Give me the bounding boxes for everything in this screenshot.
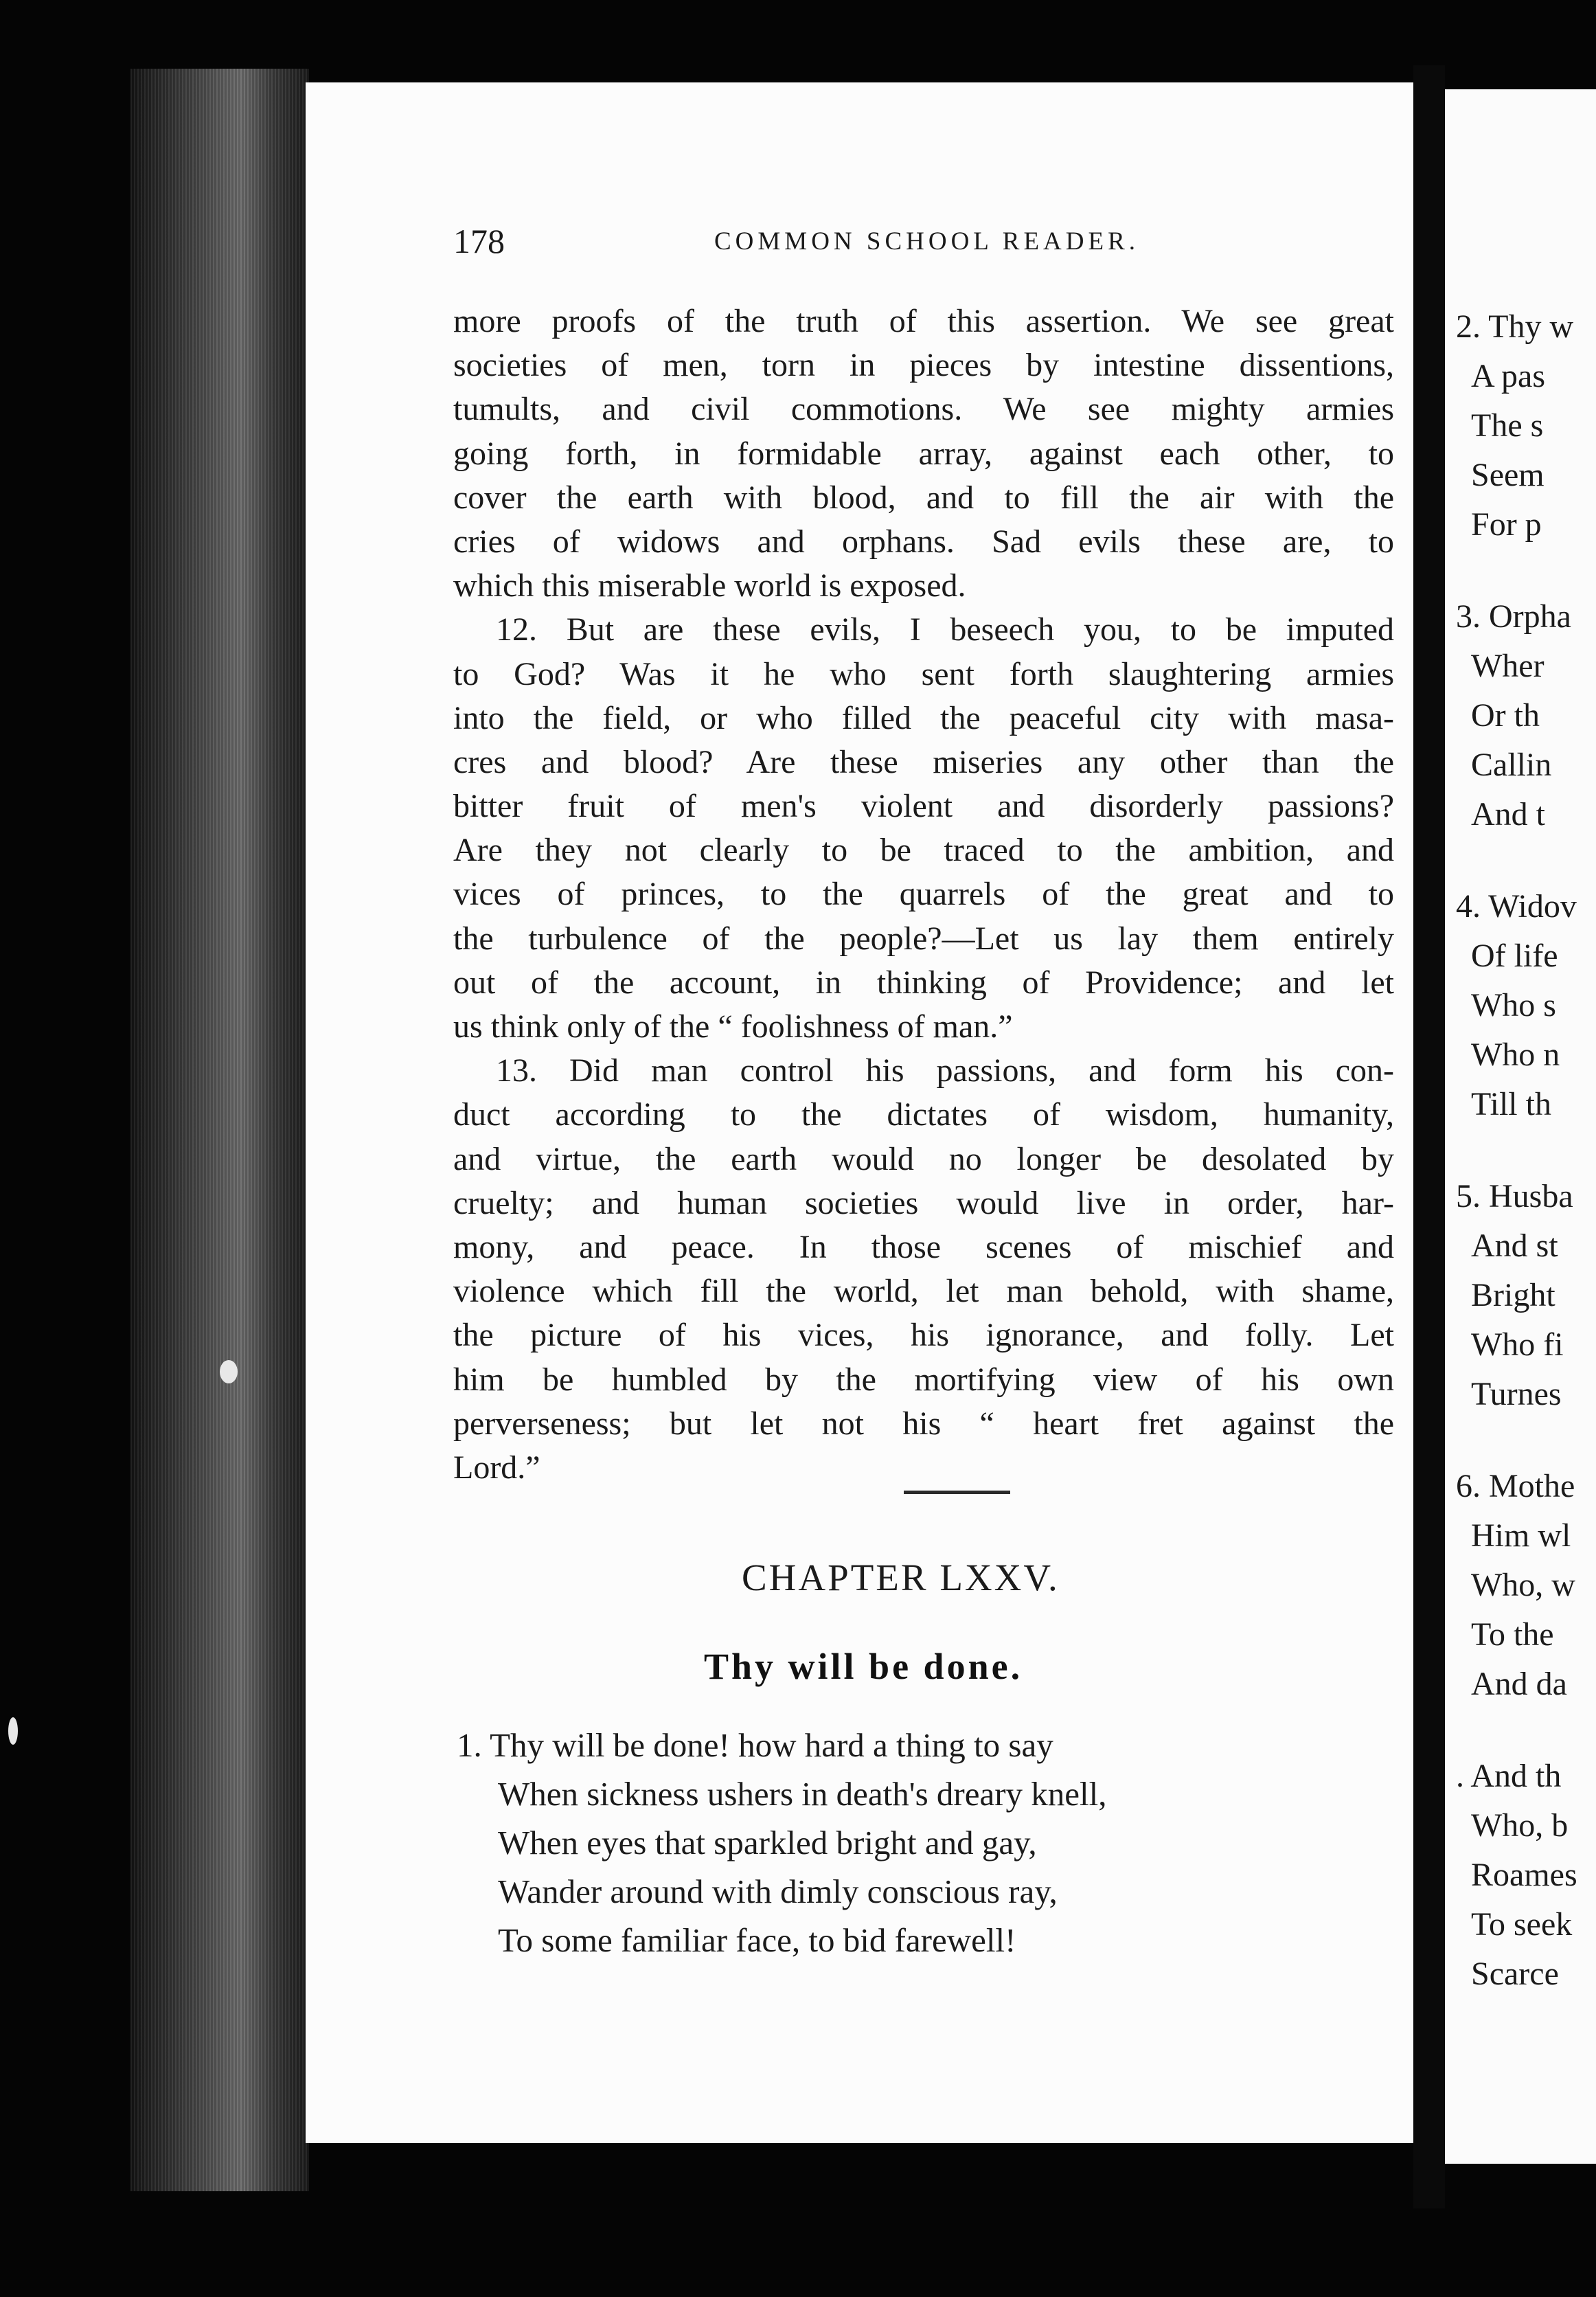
right-stanza	[1456, 302, 1596, 550]
fragment-line: The s	[1471, 407, 1544, 444]
text-line: cover the earth with blood, and to fill the air with the	[453, 479, 1394, 516]
fragment-line: And t	[1471, 796, 1545, 833]
text-line: violence which fill the world, let man behold, with shame,	[453, 1273, 1394, 1310]
scan-speck	[8, 1717, 18, 1745]
text-line: cres and blood? Are these miseries any other than the	[453, 743, 1394, 780]
text-line: going forth, in formidable array, against each other, to	[453, 435, 1394, 472]
fragment-line: To seek	[1471, 1906, 1573, 1943]
book-page-edges	[130, 69, 309, 2191]
fragment-line: Who s	[1471, 987, 1556, 1023]
fragment-line: And da	[1471, 1666, 1567, 1702]
right-stanza	[1456, 1752, 1596, 1999]
poem-line: When sickness ushers in death's dreary knell,	[498, 1775, 1107, 1813]
running-title: COMMON SCHOOL READER.	[714, 227, 1140, 256]
fragment-line: Callin	[1471, 747, 1552, 783]
text-line: Lord.”	[453, 1449, 540, 1486]
text-line: tumults, and civil commotions. We see mighty armies	[453, 391, 1394, 428]
fragment-line: And st	[1471, 1227, 1558, 1264]
text-line: the turbulence of the people?—Let us lay them entirely	[453, 920, 1394, 957]
book-gutter	[1413, 65, 1445, 2208]
fragment-line: 2. Thy w	[1456, 308, 1574, 345]
text-line: cries of widows and orphans. Sad evils these are, to	[453, 523, 1394, 560]
text-line: and virtue, the earth would no longer be desolated by	[453, 1140, 1394, 1177]
fragment-line: Of life	[1471, 938, 1558, 974]
section-title: Thy will be done.	[704, 1646, 1023, 1687]
poem-stanza	[457, 1721, 1107, 1965]
fragment-line: To the	[1471, 1616, 1554, 1653]
section-divider	[904, 1491, 1010, 1494]
text-line: more proofs of the truth of this assertion. We see great	[453, 303, 1394, 339]
right-stanza	[1456, 882, 1596, 1129]
scan-speck	[220, 1360, 238, 1383]
fragment-line: . And th	[1456, 1758, 1562, 1794]
fragment-line: 5. Husba	[1456, 1178, 1573, 1214]
text-line: duct according to the dictates of wisdom, humanity,	[453, 1096, 1394, 1133]
fragment-line: A pas	[1471, 358, 1545, 394]
text-line: societies of men, torn in pieces by intestine dissentions,	[453, 347, 1394, 384]
text-line: mony, and peace. In those scenes of mischief and	[453, 1228, 1394, 1265]
fragment-line: 3. Orpha	[1456, 598, 1571, 635]
fragment-line: Bright	[1471, 1277, 1555, 1313]
text-line: bitter fruit of men's violent and disorderly passions?	[453, 788, 1394, 825]
right-stanza	[1456, 592, 1596, 839]
paragraph-13-start: 13. Did man control his passions, and form his con-	[496, 1052, 1394, 1089]
fragment-line: Turnes	[1471, 1376, 1562, 1412]
text-line: into the field, or who filled the peaceful city with masa-	[453, 699, 1394, 736]
fragment-line: Who n	[1471, 1037, 1560, 1073]
text-line: to God? Was it he who sent forth slaughtering armies	[453, 655, 1394, 692]
poem-line: When eyes that sparkled bright and gay,	[498, 1824, 1037, 1862]
text-line: him be humbled by the mortifying view of his own	[453, 1361, 1394, 1398]
fragment-line: Him wl	[1471, 1517, 1571, 1554]
paragraph-12-start: 12. But are these evils, I beseech you, to be imputed	[496, 611, 1394, 648]
chapter-title: CHAPTER LXXV.	[742, 1557, 1060, 1598]
fragment-line: Seem	[1471, 457, 1544, 493]
fragment-line: Who, b	[1471, 1807, 1569, 1844]
fragment-line: Till th	[1471, 1086, 1551, 1122]
text-line: us think only of the “ foolishness of man.”	[453, 1008, 1013, 1045]
fragment-line: Scarce	[1471, 1956, 1559, 1992]
text-line: vices of princes, to the quarrels of the great and to	[453, 876, 1394, 913]
fragment-line: 4. Widov	[1456, 888, 1577, 925]
text-line: cruelty; and human societies would live in order, har-	[453, 1184, 1394, 1221]
right-stanza	[1456, 1462, 1596, 1709]
poem-line: To some familiar face, to bid farewell!	[498, 1921, 1016, 1959]
fragment-line: Roames	[1471, 1857, 1577, 1893]
right-stanza	[1456, 1172, 1596, 1419]
body-text	[453, 299, 1394, 1490]
fragment-line: 6. Mothe	[1456, 1468, 1575, 1504]
poem-line: Wander around with dimly conscious ray,	[498, 1872, 1058, 1910]
text-line: perverseness; but let not his “ heart fret against the	[453, 1405, 1394, 1442]
fragment-line: Or th	[1471, 697, 1540, 734]
text-line: out of the account, in thinking of Providence; and let	[453, 964, 1394, 1001]
fragment-line: Wher	[1471, 648, 1544, 684]
fragment-line: For p	[1471, 506, 1542, 543]
fragment-line: Who, w	[1471, 1567, 1575, 1603]
fragment-line: Who fi	[1471, 1326, 1564, 1363]
text-line: which this miserable world is exposed.	[453, 567, 966, 604]
poem-line: 1. Thy will be done! how hard a thing to say	[457, 1726, 1053, 1764]
text-line: the picture of his vices, his ignorance, and folly. Let	[453, 1317, 1394, 1354]
text-line: Are they not clearly to be traced to the ambition, and	[453, 832, 1394, 869]
page-header	[453, 221, 1401, 276]
right-page-fragments	[1456, 302, 1596, 2088]
page-number: 178	[453, 222, 505, 260]
